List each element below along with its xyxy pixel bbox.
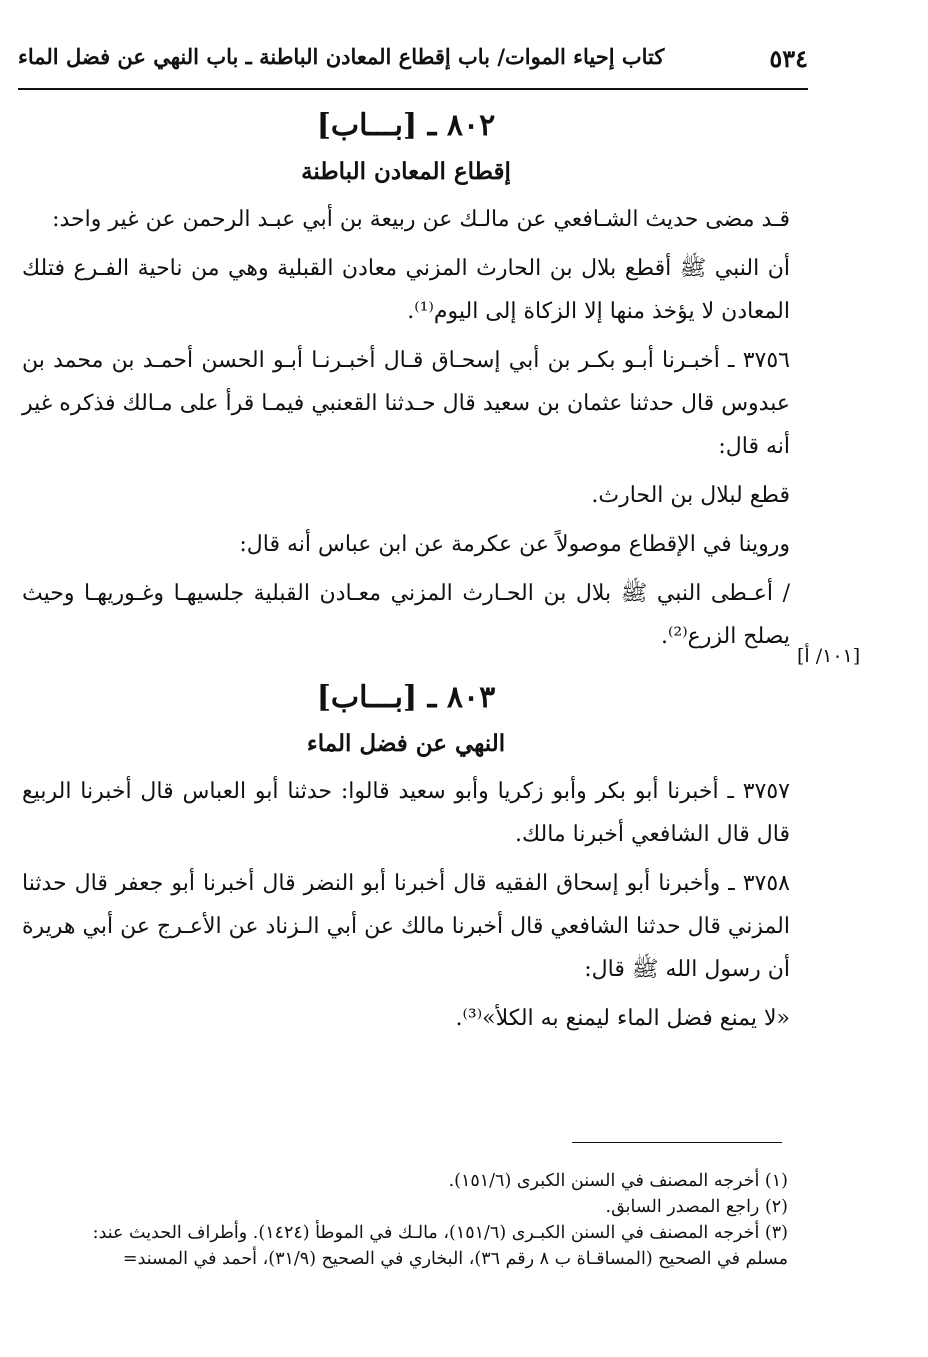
footnote: (٣) أخرجه المصنف في السنن الكبـرى (١٥١/٦)، مالـك في الموطأ (١٤٢٤). وأطراف الحديث عند:	[92, 1223, 788, 1243]
chapter-heading-802	[22, 100, 790, 192]
hadith-3756: ٣٧٥٦ ـ أخبـرنا أبـو بكـر بن أبي إسحـاق قـال أخبـرنـا أبـو الحسن أحمـد بن محمد بن عبدوس قال حدثنا عثمان بن سعيد قال حـدثنا القعنبي فيمـا قرأ على مـالك فذكره غير أنه قال:	[22, 348, 790, 459]
chapter-heading-803	[22, 672, 790, 764]
footnote: (١) أخرجه المصنف في السنن الكبرى (١٥١/٦).	[448, 1171, 788, 1191]
hadith-3757: ٣٧٥٧ ـ أخبرنا أبو بكر وأبو زكريا وأبو سعيد قالوا: حدثنا أبو العباس قال أخبرنا الربيع قال قال الشافعي أخبرنا مالك.	[22, 779, 790, 847]
header-rule	[18, 88, 808, 90]
chapter-title: إقطاع المعادن الباطنة	[301, 158, 511, 185]
chapter-title: النهي عن فضل الماء	[306, 730, 506, 757]
paragraph: أن النبي ﷺ أقطع بلال بن الحارث المزني معادن القبلية وهي من ناحية الفـرع فتلك المعادن لا يؤخذ منها إلا الزكاة إلى اليوم⁽¹⁾.	[22, 256, 791, 324]
hadith-3758: ٣٧٥٨ ـ وأخبرنا أبو إسحاق الفقيه قال أخبرنا أبو النضر قال أخبرنا أبو جعفر قال حدثنا المزني قال حدثنا الشافعي قال أخبرنا مالك عن أبي الـزناد عن الأعـرج عن أبي هريرة أن رسول الله ﷺ قال:	[22, 871, 790, 982]
paragraph: / أعـطى النبي ﷺ بلال بن الحـارث المزني معـادن القبلية جلسيهـا وغـوريهـا وحيث يصلح الزرع⁽²⁾.	[22, 581, 790, 649]
paragraph: قطع لبلال بن الحارث.	[591, 483, 790, 508]
footnote: (٢) راجع المصدر السابق.	[605, 1197, 788, 1217]
hadith-quote: «لا يمنع فضل الماء ليمنع به الكلأ»⁽³⁾.	[455, 1006, 790, 1031]
running-title: كتاب إحياء الموات/ باب إقطاع المعادن الباطنة ـ باب النهي عن فضل الماء	[18, 44, 665, 69]
footnote: مسلم في الصحيح (المساقـاة ب ٨ رقم ٣٦)، البخاري في الصحيح (٣١/٩)، أحمد في المسند=	[122, 1249, 788, 1269]
page-header	[18, 38, 808, 80]
footnotes	[28, 1168, 788, 1272]
paragraph: وروينا في الإقطاع موصولاً عن عكرمة عن ابن عباس أنه قال:	[239, 532, 790, 557]
page-number: ٥٣٤	[769, 44, 808, 73]
footnote-rule	[572, 1142, 782, 1143]
chapter-number: ٨٠٣ ـ [بـــاب]	[316, 680, 496, 715]
manuscript-folio-ref: [١٠١/ أ]	[797, 645, 861, 667]
main-text	[22, 100, 790, 1040]
chapter-number: ٨٠٢ ـ [بـــاب]	[316, 108, 496, 143]
paragraph: قـد مضى حديث الشـافعي عن مالـك عن ربيعة بن أبي عبـد الرحمن عن غير واحد:	[52, 207, 790, 232]
